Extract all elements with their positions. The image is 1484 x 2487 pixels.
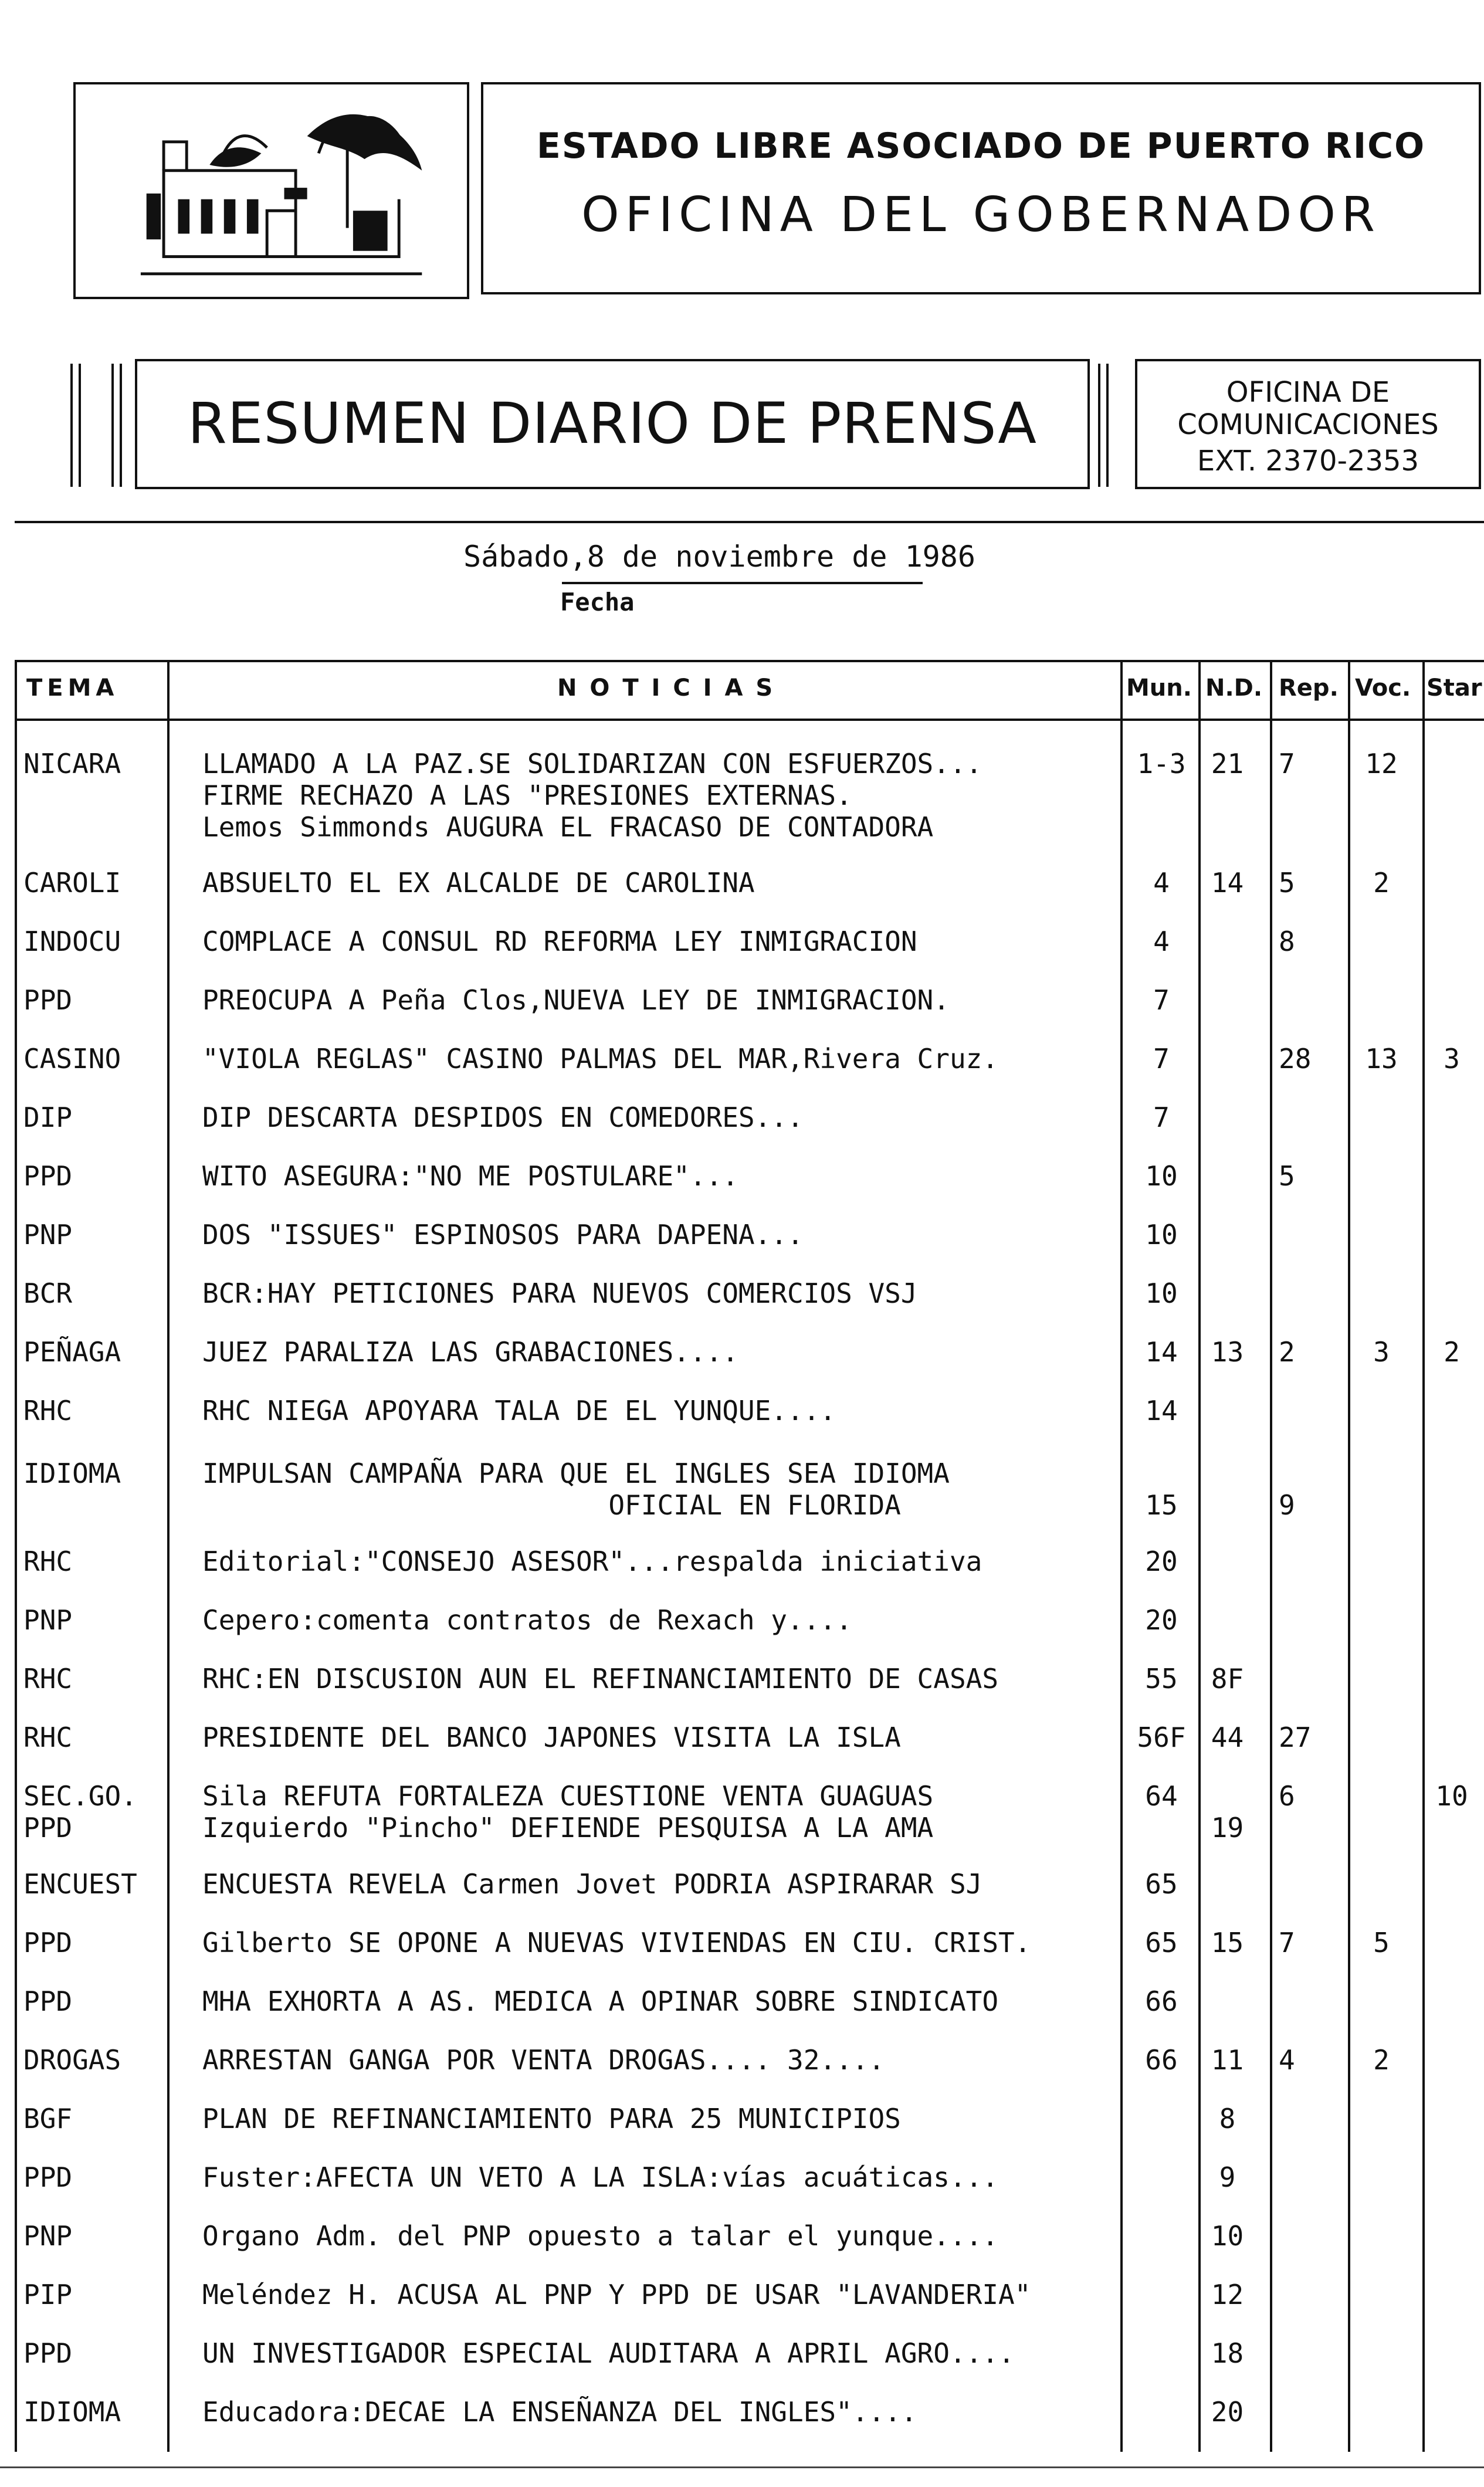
- table-row: [0, 2044, 1484, 2103]
- row-mun-page: 65: [1145, 1927, 1178, 1959]
- table-row: [0, 1160, 1484, 1219]
- row-rep-page: 5: [1279, 1160, 1295, 1192]
- row-topic: DIP: [23, 1102, 73, 1133]
- row-rep-page: 4: [1279, 2044, 1295, 2076]
- row-mun-page: 4: [1153, 867, 1170, 899]
- row-nd-page: 21: [1211, 748, 1244, 780]
- row-headline: WITO ASEGURA:"NO ME POSTULARE"...: [202, 1160, 738, 1192]
- government-header: [481, 82, 1481, 294]
- table-row: [0, 867, 1484, 926]
- row-headline: Cepero:comenta contratos de Rexach y....: [202, 1604, 852, 1636]
- row-mun-page: 55: [1145, 1663, 1178, 1695]
- row-topic: PPD: [23, 1160, 73, 1192]
- table-row: [0, 1722, 1484, 1780]
- row-topic: NICARA: [23, 748, 121, 780]
- row-rep-page: 28: [1279, 1043, 1312, 1075]
- date-value: Sábado,8 de noviembre de 1986: [463, 540, 975, 574]
- row-headline: Sila REFUTA FORTALEZA CUESTIONE VENTA GUAGUAS Izquierdo "Pincho" DEFIENDE PESQUISA A LA AMA: [202, 1780, 934, 1844]
- row-headline: Meléndez H. ACUSA AL PNP Y PPD DE USAR "LAVANDERIA": [202, 2279, 1031, 2310]
- row-voc-page: 2: [1373, 2044, 1390, 2076]
- row-nd-page: 44: [1211, 1722, 1244, 1753]
- row-headline: PLAN DE REFINANCIAMIENTO PARA 25 MUNICIPIOS: [202, 2103, 901, 2134]
- row-mun-page: 4: [1153, 926, 1170, 957]
- row-voc-page: 3: [1373, 1336, 1390, 1368]
- row-topic: PPD: [23, 2161, 73, 2193]
- office-line-1: OFICINA DE: [1226, 376, 1390, 409]
- table-row: [0, 1102, 1484, 1160]
- row-star-page: 3: [1444, 1043, 1460, 1075]
- row-headline: RHC NIEGA APOYARA TALA DE EL YUNQUE....: [202, 1395, 836, 1427]
- row-topic: RHC: [23, 1395, 73, 1427]
- column-header-nd: N.D.: [1205, 675, 1263, 702]
- row-headline: MHA EXHORTA A AS. MEDICA A OPINAR SOBRE SINDICATO: [202, 1985, 999, 2017]
- row-headline: Fuster:AFECTA UN VETO A LA ISLA:vías acuáticas...: [202, 2161, 999, 2193]
- row-mun-page: 65: [1145, 1868, 1178, 1900]
- row-headline: RHC:EN DISCUSION AUN EL REFINANCIAMIENTO DE CASAS: [202, 1663, 999, 1695]
- row-topic: SEC.GO. PPD: [23, 1780, 137, 1844]
- date-underline: [562, 582, 923, 584]
- row-nd-page: 12: [1211, 2279, 1244, 2310]
- row-star-page: 10: [1435, 1780, 1468, 1812]
- table-header-border: [15, 719, 1484, 721]
- row-nd-page: 18: [1211, 2337, 1244, 2369]
- table-row: [0, 1336, 1484, 1395]
- date-label: Fecha: [560, 588, 635, 616]
- row-topic: PPD: [23, 984, 73, 1016]
- table-row: [0, 748, 1484, 843]
- row-topic: ENCUEST: [23, 1868, 137, 1900]
- row-mun-page: 1-3: [1137, 748, 1186, 780]
- row-topic: RHC: [23, 1546, 73, 1577]
- row-headline: Editorial:"CONSEJO ASESOR"...respalda iniciativa: [202, 1546, 982, 1577]
- row-headline: PREOCUPA A Peña Clos,NUEVA LEY DE INMIGRACION.: [202, 984, 950, 1016]
- table-row: [0, 1780, 1484, 1844]
- row-mun-page: 7: [1153, 1043, 1170, 1075]
- column-header-voc: Voc.: [1355, 675, 1411, 702]
- row-nd-page: 10: [1211, 2220, 1244, 2252]
- table-row: [0, 1868, 1484, 1927]
- row-mun-page: 10: [1145, 1160, 1178, 1192]
- table-row: [0, 2220, 1484, 2279]
- row-headline: ABSUELTO EL EX ALCALDE DE CAROLINA: [202, 867, 755, 899]
- row-headline: Organo Adm. del PNP opuesto a talar el yunque....: [202, 2220, 999, 2252]
- row-topic: BCR: [23, 1278, 73, 1309]
- row-nd-page: 20: [1211, 2396, 1244, 2428]
- row-mun-page: 66: [1145, 1985, 1178, 2017]
- fortaleza-logo-icon: [76, 84, 467, 297]
- table-row: [0, 1219, 1484, 1278]
- row-rep-page: 27: [1279, 1722, 1312, 1753]
- row-headline: LLAMADO A LA PAZ.SE SOLIDARIZAN CON ESFUERZOS... FIRME RECHAZO A LAS "PRESIONES EXTERNAS. Lemos Simmonds AUGURA EL FRACASO DE CONTADORA: [202, 748, 982, 843]
- row-voc-page: 5: [1373, 1927, 1390, 1959]
- separator-line: [15, 521, 1484, 523]
- row-mun-page: 14: [1145, 1336, 1178, 1368]
- row-rep-page: 6: [1279, 1780, 1295, 1812]
- row-mun-page: 10: [1145, 1278, 1178, 1309]
- row-mun-page: 7: [1153, 1102, 1170, 1133]
- row-topic: RHC: [23, 1663, 73, 1695]
- table-row: [0, 2103, 1484, 2161]
- decorative-bar: [1098, 364, 1109, 487]
- row-rep-page: 7: [1279, 1927, 1295, 1959]
- row-topic: PPD: [23, 1927, 73, 1959]
- table-row: [0, 984, 1484, 1043]
- table-row: [0, 1604, 1484, 1663]
- row-nd-page: 13: [1211, 1336, 1244, 1368]
- row-topic: RHC: [23, 1722, 73, 1753]
- row-topic: DROGAS: [23, 2044, 121, 2076]
- row-headline: "VIOLA REGLAS" CASINO PALMAS DEL MAR,Rivera Cruz.: [202, 1043, 999, 1075]
- decorative-bar: [111, 364, 122, 487]
- row-topic: PIP: [23, 2279, 73, 2310]
- office-name: OFICINA DEL GOBERNADOR: [581, 187, 1381, 243]
- table-row: [0, 1395, 1484, 1453]
- row-topic: CASINO: [23, 1043, 121, 1075]
- row-voc-page: 2: [1373, 867, 1390, 899]
- table-row: [0, 1663, 1484, 1722]
- row-rep-page: 2: [1279, 1336, 1295, 1368]
- row-headline: Educadora:DECAE LA ENSEÑANZA DEL INGLES"....: [202, 2396, 917, 2428]
- row-nd-page: 19: [1211, 1812, 1244, 1844]
- table-row: [0, 2161, 1484, 2220]
- row-topic: PNP: [23, 1604, 73, 1636]
- row-nd-page: 8F: [1211, 1663, 1244, 1695]
- government-name: ESTADO LIBRE ASOCIADO DE PUERTO RICO: [536, 126, 1426, 167]
- table-row: [0, 926, 1484, 984]
- row-mun-page: 10: [1145, 1219, 1178, 1251]
- row-topic: IDIOMA: [23, 1458, 121, 1489]
- row-topic: PNP: [23, 2220, 73, 2252]
- row-mun-page: 7: [1153, 984, 1170, 1016]
- column-header-star: Star: [1427, 675, 1482, 702]
- row-rep-page: 9: [1279, 1489, 1295, 1521]
- row-headline: ENCUESTA REVELA Carmen Jovet PODRIA ASPIRARAR SJ: [202, 1868, 982, 1900]
- row-headline: COMPLACE A CONSUL RD REFORMA LEY INMIGRACION: [202, 926, 917, 957]
- row-topic: PEÑAGA: [23, 1336, 121, 1368]
- row-nd-page: 9: [1219, 2161, 1236, 2193]
- table-row: [0, 1278, 1484, 1336]
- row-topic: PPD: [23, 2337, 73, 2369]
- table-row: [0, 2337, 1484, 2396]
- table-row: [0, 1985, 1484, 2044]
- office-line-2: COMUNICACIONES: [1177, 408, 1439, 441]
- table-row: [0, 1927, 1484, 1985]
- row-headline: Gilberto SE OPONE A NUEVAS VIVIENDAS EN CIU. CRIST.: [202, 1927, 1031, 1959]
- row-headline: BCR:HAY PETICIONES PARA NUEVOS COMERCIOS VSJ: [202, 1278, 917, 1309]
- row-topic: CAROLI: [23, 867, 121, 899]
- row-mun-page: 15: [1145, 1489, 1178, 1521]
- decorative-bar: [70, 364, 81, 487]
- row-headline: PRESIDENTE DEL BANCO JAPONES VISITA LA ISLA: [202, 1722, 901, 1753]
- row-star-page: 2: [1444, 1336, 1460, 1368]
- table-row: [0, 1546, 1484, 1604]
- logo-box: [73, 82, 469, 299]
- row-headline: DOS "ISSUES" ESPINOSOS PARA DAPENA...: [202, 1219, 804, 1251]
- row-mun-page: 56F: [1137, 1722, 1186, 1753]
- row-headline: ARRESTAN GANGA POR VENTA DROGAS.... 32....: [202, 2044, 885, 2076]
- row-headline: JUEZ PARALIZA LAS GRABACIONES....: [202, 1336, 738, 1368]
- row-headline: IMPULSAN CAMPAÑA PARA QUE EL INGLES SEA IDIOMA OFICIAL EN FLORIDA: [202, 1458, 950, 1521]
- row-nd-page: 8: [1219, 2103, 1236, 2134]
- table-row: [0, 2396, 1484, 2455]
- row-topic: IDIOMA: [23, 2396, 121, 2428]
- row-nd-page: 15: [1211, 1927, 1244, 1959]
- table-top-border: [15, 660, 1484, 662]
- row-topic: BGF: [23, 2103, 73, 2134]
- row-mun-page: 64: [1145, 1780, 1178, 1812]
- row-nd-page: 14: [1211, 867, 1244, 899]
- row-topic: PNP: [23, 1219, 73, 1251]
- row-rep-page: 7: [1279, 748, 1295, 780]
- row-rep-page: 8: [1279, 926, 1295, 957]
- table-row: [0, 1043, 1484, 1102]
- row-nd-page: 11: [1211, 2044, 1244, 2076]
- document-title: RESUMEN DIARIO DE PRENSA: [188, 391, 1037, 456]
- row-voc-page: 12: [1365, 748, 1398, 780]
- row-voc-page: 13: [1365, 1043, 1398, 1075]
- communications-office-box: [1135, 359, 1481, 489]
- table-row: [0, 2279, 1484, 2337]
- row-topic: PPD: [23, 1985, 73, 2017]
- row-mun-page: 66: [1145, 2044, 1178, 2076]
- row-mun-page: 14: [1145, 1395, 1178, 1427]
- column-header-rep: Rep.: [1279, 675, 1339, 702]
- row-headline: UN INVESTIGADOR ESPECIAL AUDITARA A APRIL AGRO....: [202, 2337, 1015, 2369]
- row-rep-page: 5: [1279, 867, 1295, 899]
- office-extension: EXT. 2370-2353: [1197, 445, 1419, 477]
- title-box: [135, 359, 1090, 489]
- row-mun-page: 20: [1145, 1604, 1178, 1636]
- column-header-tema: TEMA: [26, 675, 119, 702]
- row-mun-page: 20: [1145, 1546, 1178, 1577]
- row-headline: DIP DESCARTA DESPIDOS EN COMEDORES...: [202, 1102, 804, 1133]
- row-topic: INDOCU: [23, 926, 121, 957]
- bottom-rule: [0, 2466, 1484, 2468]
- column-header-noticias: N O T I C I A S: [557, 675, 775, 702]
- column-header-mun: Mun.: [1126, 675, 1192, 702]
- table-row: [0, 1458, 1484, 1521]
